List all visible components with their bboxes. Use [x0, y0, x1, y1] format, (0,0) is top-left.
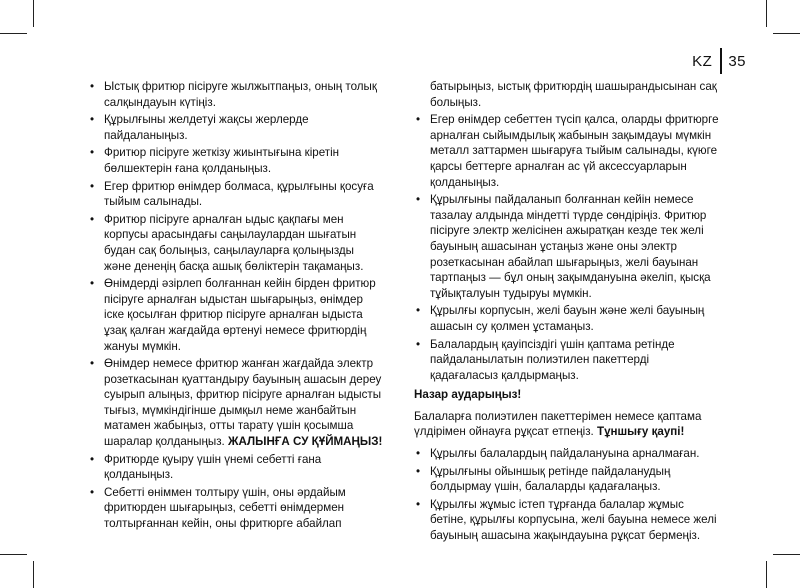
bullet-icon: •: [90, 146, 95, 160]
bullet-icon: •: [416, 447, 421, 461]
list-item: • Фритюр пісіруге жеткізу жиынтығына кіретін бөлшектерін ғана қолданыңыз.: [90, 146, 340, 175]
list-item: • Егер өнімдер себеттен түсіп қалса, оларды фритюрге арналған сыйымдылық жабынын зақымдауы мүмкін металл заттармен шығаруға тыйым салынады, күюге қарсы беттерге арналған ас үй аксессуарларын қолданыңыз.: [416, 113, 719, 189]
list-item: • Фритюр пісіруге арналған ыдыс қақпағы мен корпусы арасындағы саңылаулардан шығатын будан сақ болыңыз, саңылауларға қолыңызды және денеңің басқа ашық бөліктерін тақамаңыз.: [90, 212, 364, 273]
crop-mark-top-left-h: [0, 33, 27, 34]
bullet-icon: •: [90, 212, 95, 226]
suffocation-warning: Тұншығу қаупі!: [596, 425, 685, 439]
continued-text: батырыңыз, ыстық фритюрдің шашырандысынан сақ болыңыз.: [430, 80, 717, 109]
bullet-icon: •: [90, 485, 95, 499]
bullet-icon: •: [416, 193, 421, 207]
bullet-icon: •: [90, 113, 95, 127]
crop-mark-top-left-v: [33, 0, 34, 27]
child-safety-list: [414, 446, 720, 544]
crop-mark-bottom-right-h: [773, 554, 800, 555]
list-item: • Өнімдер немесе фритюр жанған жағдайда электр розеткасынан қуаттандыру бауының ашасын дереу суырып алыңыз, фритюр пісіруге арналған ыдысты тығыз, мүмкіндігінше дымқыл неме жанбайтын матамен жабыңыз, отты тарату үшін қосымша шаралар қолданыңыз. ЖАЛЫНҒА СУ ҚҰЙМАҢЫЗ!: [90, 357, 383, 449]
crop-mark-top-right-v: [766, 0, 767, 27]
list-item: • Балалардың қауіпсіздігі үшін қаптама ретінде пайдаланылатын полиэтилен пакеттерді қадағаласыз қалдырмаңыз.: [416, 337, 675, 382]
crop-mark-top-right-h: [773, 33, 800, 34]
header-separator: [720, 48, 722, 74]
crop-mark-bottom-left-h: [0, 554, 27, 555]
list-item: • Егер фритюр өнімдер болмаса, құрылғыны қосуға тыйым салынады.: [90, 179, 374, 209]
warning-no-water: ЖАЛЫНҒА СУ ҚҰЙМАҢЫЗ!: [228, 435, 383, 449]
bullet-icon: •: [416, 113, 421, 127]
right-column: [414, 79, 720, 546]
bullet-icon: •: [416, 337, 421, 351]
safety-list-left: [88, 79, 384, 532]
list-item: • Өнімдерді әзірлеп болғаннан кейін бірден фритюр пісіруге арналған ыдыстан шығарыңыз, өнімдер іске қосылған фритюр пісіруге арналған ыдыста ұзақ қалған жағдайда өртенуі немесе фритюрдің жануы мүмкін.: [90, 277, 376, 353]
safety-list-right: [414, 112, 720, 383]
list-item: • Құрылғыны пайдаланып болғаннан кейін немесе тазалау алдында міндетті түрде сөндіріңіз. Фритюр пісіруге электр желісінен ажыратқан кезде тек желі бауының ашасынан ұстаңыз және оны электр розеткасынан абайлап шығарыңыз, желі бауынан тартпаңыз — бұл оның зақымдануына әкеліп, қысқа тұйықталуын тудыруы мүмкін.: [416, 193, 711, 300]
attention-heading: Назар аударыңыз!: [414, 388, 522, 402]
list-item: • Ыстық фритюр пісіруге жылжытпаңыз, оның толық салқындауын күтіңіз.: [90, 80, 377, 109]
page-header: [692, 48, 746, 74]
bullet-icon: •: [90, 179, 95, 193]
list-item: • Себетті өніммен толтыру үшін, оны әрдайым фритюрден шығарыңыз, себетті өнімдермен толтырғаннан кейін, оны фритюрге абайлап: [90, 485, 346, 531]
list-item: • Құрылғы жұмыс істеп тұрғанда балалар жұмыс бетіне, құрылғы корпусына, желі бауына немесе желі бауының ашасына жақындауына рұқсат бермеңіз.: [416, 497, 717, 543]
list-item: • Фритюрде қуыру үшін үнемі себетті ғана қолданыңыз.: [90, 452, 322, 482]
list-item: • Құрылғыны желдетуі жақсы жерлерде пайдаланыңыз.: [90, 113, 309, 142]
bullet-icon: •: [416, 497, 421, 511]
bullet-icon: •: [90, 80, 95, 93]
list-item: • Құрылғыны ойыншық ретінде пайдаланудың болдырмау үшін, балаларды қадағалаңыз.: [416, 464, 671, 494]
bullet-icon: •: [416, 464, 421, 478]
language-code: KZ: [692, 52, 713, 70]
bullet-icon: •: [90, 357, 95, 371]
crop-mark-bottom-left-v: [33, 561, 34, 588]
attention-paragraph: Балаларға полиэтилен пакеттерімен немесе қаптама үлдірімен ойнауға рұқсат етпеңіз. Тұншығу қаупі!: [414, 409, 702, 439]
list-item: • Құрылғы балалардың пайдалануына арналмаған.: [416, 447, 700, 461]
left-column: [88, 79, 384, 534]
bullet-icon: •: [90, 452, 95, 466]
bullet-icon: •: [90, 277, 95, 291]
page-number: 35: [728, 52, 746, 70]
bullet-icon: •: [416, 304, 421, 318]
crop-mark-bottom-right-v: [766, 561, 767, 588]
list-item: • Құрылғы корпусын, желі бауын және желі бауының ашасын су қолмен ұстамаңыз.: [416, 304, 705, 333]
